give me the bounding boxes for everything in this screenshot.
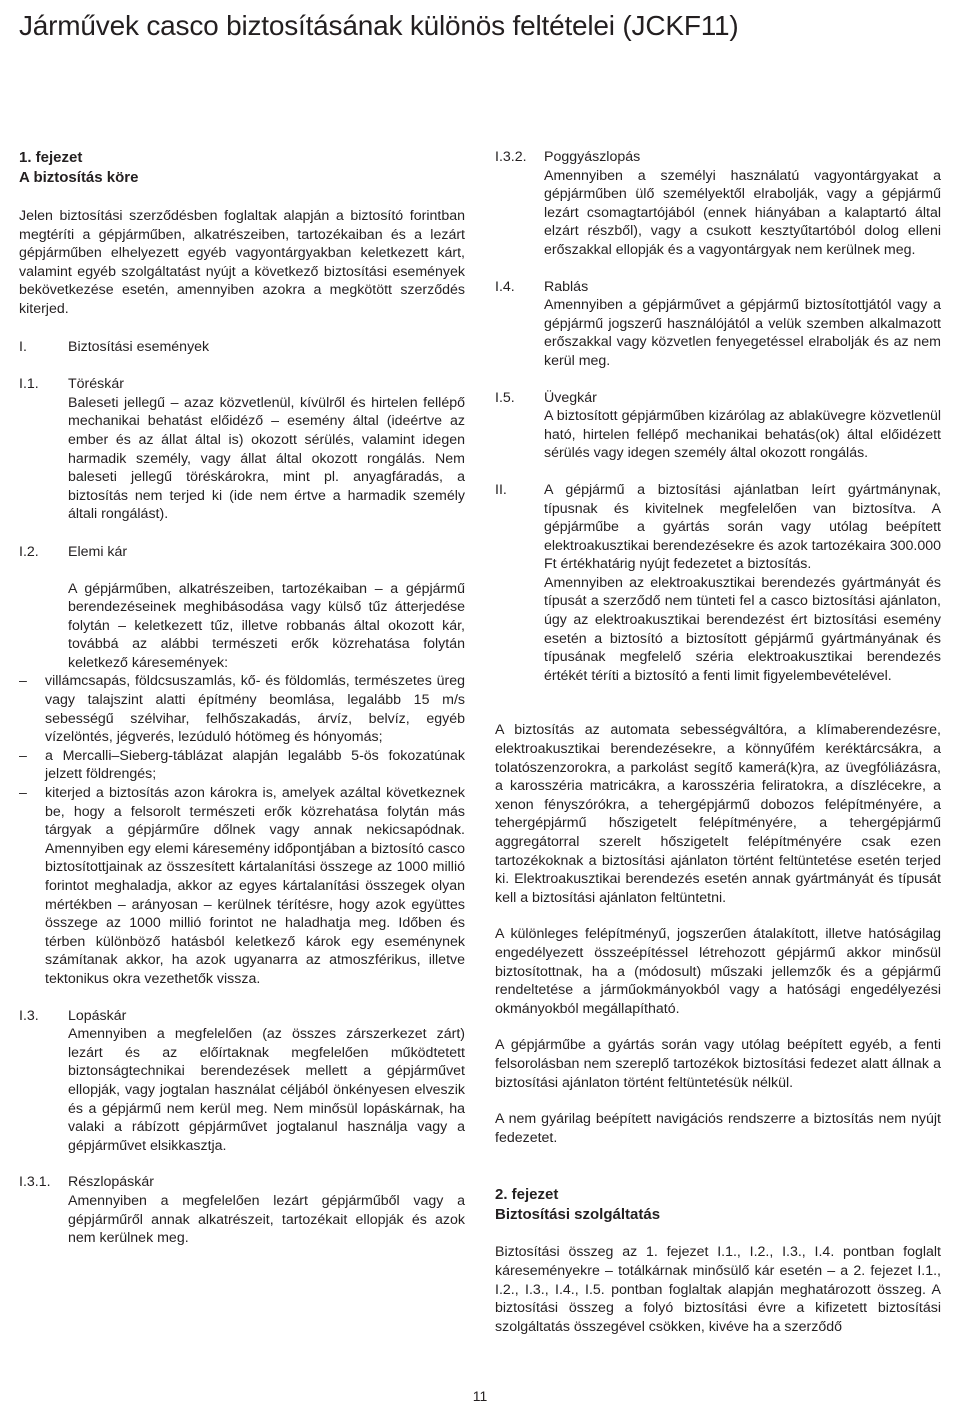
section-text: Amennyiben a személyi használatú vagyontárgyakat a gépjárműben ülő személyektől elrabolják, vagy a gépjármű lezárt csomagtartójából (ennek hiányában a kalaptartó által elzárt részből), vagy a csukott kesztyűtartóból dolog elleni erőszakkal ellopják és a vagyontárgyak nem kerülnek meg. — [544, 167, 941, 258]
section-II — [495, 481, 941, 686]
section-I4 — [495, 278, 941, 371]
left-column — [19, 148, 465, 1248]
bullet-item — [19, 747, 465, 784]
paragraph: A gépjárműbe a gyártás során vagy utólag beépített egyéb, a fenti felsorolásban nem szereplő tartozékok biztosítási fedezet alatt állnak a biztosítási ajánlaton történt feltüntetésük nélkül. — [495, 1037, 941, 1091]
chapter-2-title: Biztosítási szolgáltatás — [495, 1206, 661, 1224]
section-number: I.4. — [495, 278, 515, 295]
paragraph: A biztosítás az automata sebességváltóra, a klímaberendezésre, elektroakusztikai berendezésekre, a könnyűfém keréktárcsákra, a tolatószenzorokra, a parkolást segítő kamerá(k)ra, az üvegfóliázásra, a karosszéria matricákra, a karosszéria feliratokra, a díszlécekre, a xenon fényszórókra, a tehergépjármű dobozos felépítményére, a tehergépjármű hőszigetelt felépítményére, a tehergépjármű aggregátorral szerelt hőszigetelt felépítményére csak ezen tartozékoknak a biztosítási ajánlaton történt feltüntetése esetén terjed ki. Elektroakusztikai berendezés esetén annak gyártmányát és típusát kell a biztosítási ajánlaton feltüntetni. — [495, 722, 941, 906]
section-title: Rablás — [544, 278, 589, 295]
bullet-text: villámcsapás, földcsuszamlás, kő- és földomlás, természetes üreg vagy talajszint alatti építmény beomlása, legalább 15 m/s sebességű szélvihar, felhőszakadás, árvíz, belvíz, egyéb vízelöntés, jégverés, lezúduló hótömeg és hónyomás; — [45, 673, 465, 746]
section-title: Részlopáskár — [68, 1174, 154, 1191]
section-number: II. — [495, 481, 507, 498]
section-title: Biztosítási események — [68, 338, 210, 355]
chapter-1-number: 1. fejezet — [19, 149, 83, 166]
section-number: I.3.2. — [495, 149, 527, 165]
dash-bullet: – — [19, 673, 27, 690]
section-text: A biztosított gépjárműben kizárólag az ablaküvegre közvetlenül ható, hirtelen fellépő mechanikai behatás(ok) által előidézett sérülés vagy idegen személy által okozott rongálás. — [544, 408, 941, 462]
section-text: Amennyiben a gépjárművet a gépjármű biztosítottjától vagy a gépjármű jogszerű használójától a velük szemben alkalmazott erőszakkal vagy közvetlen fenyegetéssel elrabolják és az nem kerül meg. — [544, 297, 941, 369]
paragraph: Biztosítási összeg az 1. fejezet I.1., I.2., I.3., I.4. pontban foglalt káreseményekre – totálkárnak minősülő kár esetén – a 2. fejezet I.1., I.2., I.3., I.4., I.5. pontban foglaltak alapján meghatározott összeg. A biztosítási összeg a folyó biztosítási évre a kifizetett biztosítási szolgáltatás összegével csökken, kivéve ha a szerződő — [495, 1244, 941, 1335]
section-text: Baleseti jellegű – azaz közvetlenül, kívülről és hirtelen fellépő mechanikai behatást előidéző – esemény által (ideértve az ember és az állat által is) okozott sérülés, valamint idegen harmadik személy, vagy állat által okozott rongálás. Nem baleseti jellegű töréskárokra, mint pl. anyagfáradás, a biztosítás nem terjed ki (ide nem értve a harmadik személy általi rongálást). — [68, 394, 465, 523]
section-text: Amennyiben a megfelelően lezárt gépjárműből vagy a gépjárműről annak alkatrészeit, tartozékait ellopják és azok nem kerülnek meg. — [68, 1192, 465, 1247]
right-column — [495, 148, 941, 1336]
section-number: I.3. — [19, 1007, 39, 1024]
section-title: Elemi kár — [68, 543, 128, 560]
dash-bullet: – — [19, 785, 27, 802]
intro-paragraph: Jelen biztosítási szerződésben foglaltak alapján a biztosító forintban megtéríti a gépjárműben, alkatrészeiben, tartozékaiban és a lezárt gépjárműben elhelyezett egyéb vagyontárgyakban keletkezett kárt, valamint egyéb szolgáltatást nyújt a következő biztosítási események bekövetkezése esetén, amennyiben azokra a megkötött szerződés kiterjed. — [19, 208, 465, 317]
section-text: A gépjármű a biztosítási ajánlatban leírt gyártmánynak, típusnak és kivitelnek megfelelően van biztosítva. A gépjárműbe a gyártás során vagy utólag beépített elektroakusztikai berendezésekre és azok tartozékaira 300.000 Ft értékhatárig nyújt fedezetet a biztosítás. — [544, 481, 941, 573]
section-number: I. — [19, 338, 27, 355]
chapter-2-number: 2. fejezet — [495, 1186, 559, 1204]
section-I5 — [495, 389, 941, 463]
section-number: I.3.1. — [19, 1174, 51, 1191]
bullet-item — [19, 784, 465, 989]
section-title: Lopáskár — [68, 1007, 127, 1024]
bullet-text: kiterjed a biztosítás azon károkra is, amelyek azáltal következnek be, hogy a felsorolt természeti erők közrehatása folytán más tárgyak a gépjárműre dőlnek vagy annak nekicsapódnak. Amennyiben egy elemi káresemény időpontjában a biztosító casco biztosítottjainak az összesített kártalanítási összege az 1000 millió forintot meghaladja, akkor az egyes kártalanítási összegek olyan mértékben – arányosan – kerülnek térítésre, hogy azok együttes összege az 1000 millió forintot ne haladhatja meg. Időben és térben különböző hatásból keletkező károk egy eseménynek számítanak akkor, ha azok ugyanarra az atmoszférikus, illetve tektonikus okra vezethetők vissza. — [45, 785, 465, 987]
section-text: Amennyiben az elektroakusztikai berendezés gyártmányát és típusát a szerződő nem tünteti fel a casco biztosítási ajánlaton, úgy az elektroakusztikai berendezést ért biztosítási esemény esetén a biztosító a biztosított gépjármű gyártmányának és típusának megfelelő széria elektroakusztikai berendezés értékét téríti a biztosító a fenti limit figyelembevételével. — [544, 574, 941, 684]
paragraph: A különleges felépítményű, jogszerűen átalakított, illetve hatóságilag engedélyezett összeépítéssel létrehozott gépjármű akkor minősül biztosítottnak, ha a (módosult) műszaki jellemzők és a gépjármű rendeltetése a járműokmányokból vagy a hatósági engedélyezési okmányokból megállapítható. — [495, 926, 941, 1017]
paragraph: A nem gyárilag beépített navigációs rendszerre a biztosítás nem nyújt fedezetet. — [495, 1111, 941, 1146]
section-number: I.5. — [495, 389, 515, 406]
section-number: I.2. — [19, 543, 39, 560]
bullet-item — [19, 672, 465, 746]
section-I2 — [19, 543, 465, 673]
section-text: Amennyiben a megfelelően (az összes zárszerkezet zárt) lezárt és az előírtaknak megfelelően működtetett biztonságtechnikai berendezések mellett a gépjárművet ellopják, vagy jogtalan használat céljából önkényesen elveszik és a gépjármű nem kerül meg. Nem minősül lopáskárnak, ha valaki a rábízott gépjárművet jogtalanul használja vagy a gépjárművet elsikkasztja. — [68, 1026, 465, 1154]
section-title: Üvegkár — [544, 389, 597, 406]
section-text: A gépjárműben, alkatrészeiben, tartozékaiban – a gépjármű berendezéseinek meghibásodása vagy külső tűz átterjedése folytán – keletkezett tűz, illetve robbanás által okozott kár, továbbá az alábbi természeti erők közrehatása folytán keletkező káresemények: — [68, 580, 465, 671]
section-I31 — [19, 1173, 465, 1247]
bullet-text: a Mercalli–Sieberg-táblázat alapján legalább 5-ös fokozatúnak jelzett földrengés; — [45, 747, 465, 783]
section-I3 — [19, 1007, 465, 1156]
section-I32 — [495, 148, 941, 260]
document-title: Járművek casco biztosításának különös feltételei (JCKF11) — [19, 10, 739, 41]
section-number: I.1. — [19, 376, 39, 393]
page-number: 11 — [472, 1388, 488, 1404]
dash-bullet: – — [19, 747, 27, 764]
section-I — [19, 338, 465, 357]
section-title: Töréskár — [68, 376, 124, 393]
chapter-1-title: A biztosítás köre — [19, 169, 139, 186]
section-title: Poggyászlopás — [544, 149, 641, 165]
section-I1 — [19, 375, 465, 524]
